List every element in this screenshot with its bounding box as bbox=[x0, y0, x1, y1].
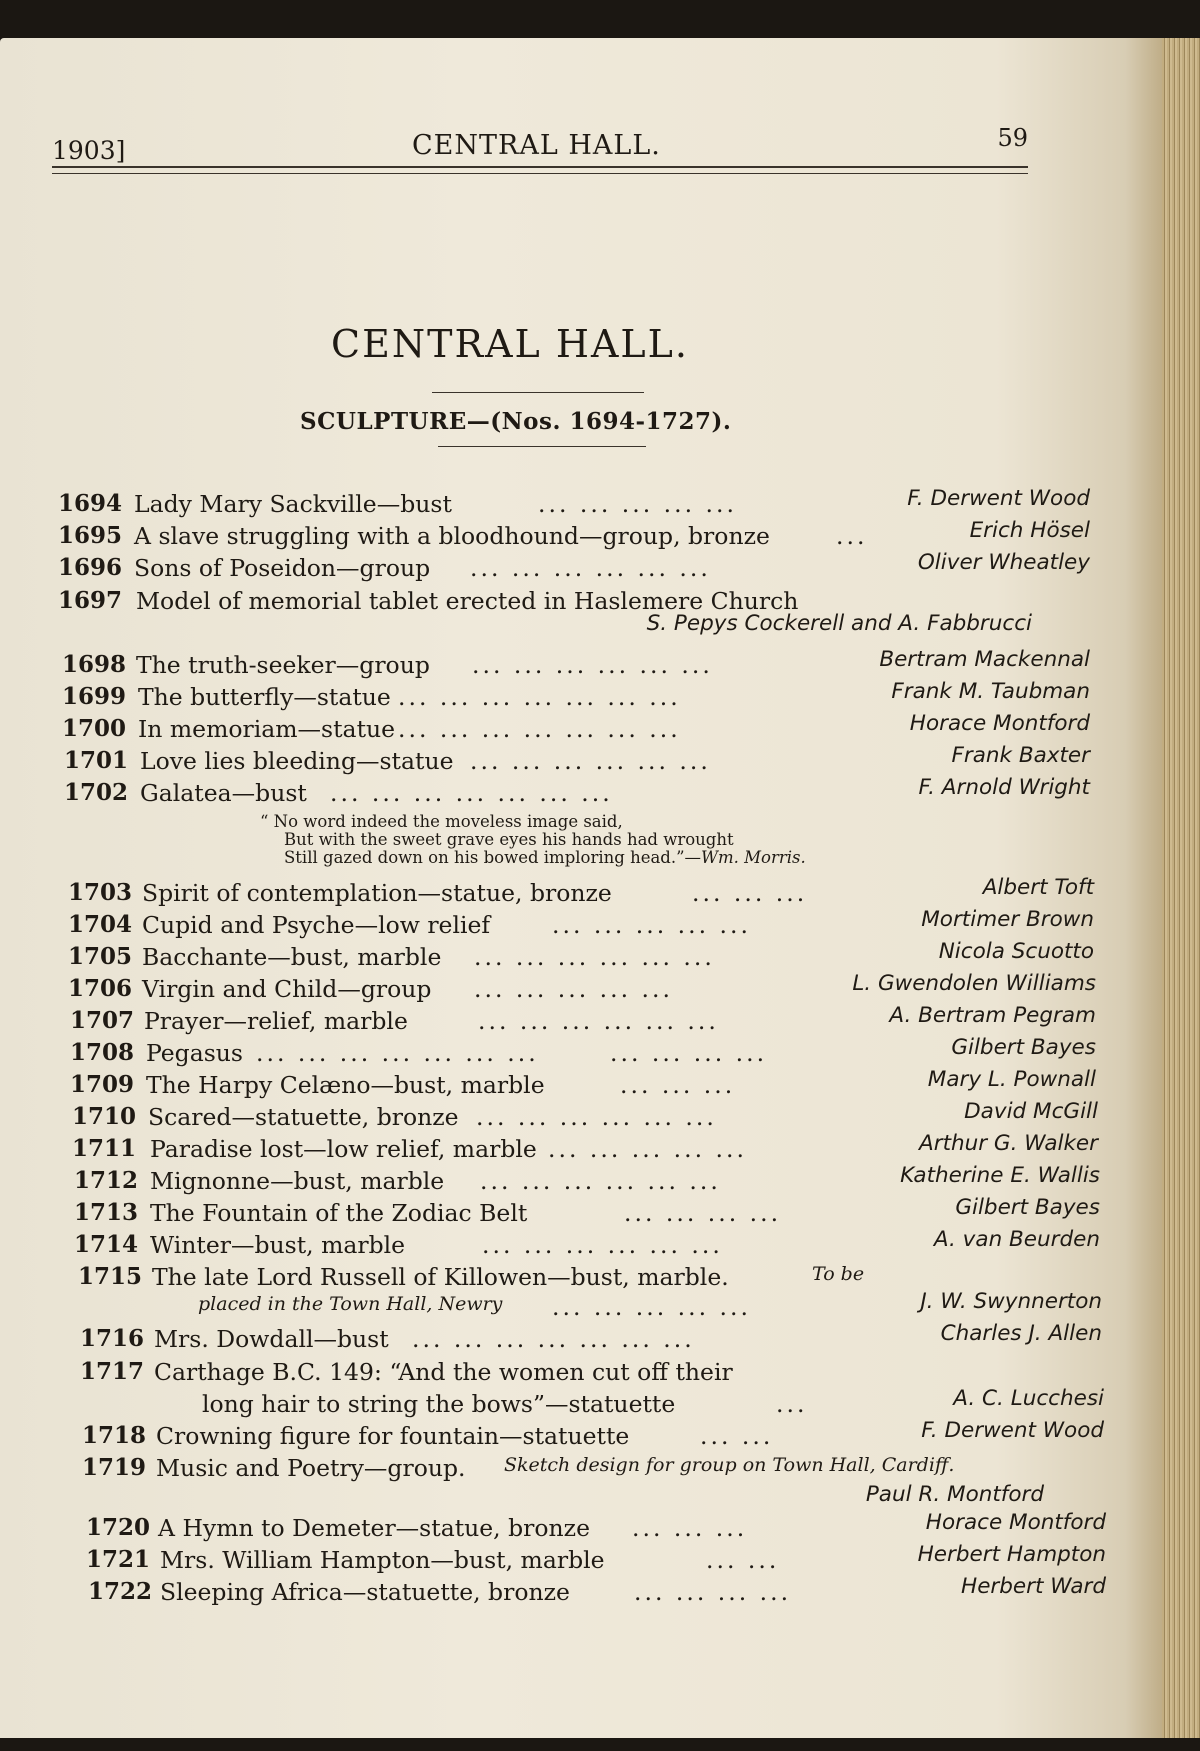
section-title: SCULPTURE—(Nos. 1694-1727). bbox=[300, 408, 732, 435]
entry-1717: 1717 Carthage B.C. 149: “And the women cut off their bbox=[80, 1358, 733, 1386]
entry-1710: 1710 Scared—statuette, bronze ... ... ... ... ... ... David McGill bbox=[72, 1099, 1098, 1131]
page-number: 59 bbox=[997, 124, 1028, 152]
entry-1718: 1718 Crowning figure for fountain—statuette ... ... F. Derwent Wood bbox=[82, 1418, 1104, 1450]
entry-1711: 1711 Paradise lost—low relief, marble ... ... ... ... ... Arthur G. Walker bbox=[72, 1131, 1098, 1163]
entry-1715-note: To be bbox=[812, 1263, 865, 1285]
entry-1709: 1709 The Harpy Celæno—bust, marble ... ... ... Mary L. Pownall bbox=[70, 1067, 1096, 1099]
entry-1705: 1705 Bacchante—bust, marble ... ... ... ... ... ... Nicola Scuotto bbox=[68, 939, 1094, 971]
entry-1702: 1702 Galatea—bust ... ... ... ... ... ... ... F. Arnold Wright bbox=[64, 775, 1090, 807]
title-rule bbox=[432, 392, 644, 393]
running-head-title: CENTRAL HALL. bbox=[412, 130, 661, 161]
quote-line-2: But with the sweet grave eyes his hands had wrought bbox=[284, 830, 734, 849]
entry-1699: 1699 The butterfly—statue ... ... ... ... ... ... ... Frank M. Taubman bbox=[62, 679, 1090, 711]
entry-1694: 1694 Lady Mary Sackville—bust ... ... ... ... ... F. Derwent Wood bbox=[58, 486, 1090, 518]
page-title: CENTRAL HALL. bbox=[331, 322, 689, 366]
entry-1714: 1714 Winter—bust, marble ... ... ... ... ... ... A. van Beurden bbox=[74, 1227, 1100, 1259]
entry-1712: 1712 Mignonne—bust, marble ... ... ... ... ... ... Katherine E. Wallis bbox=[74, 1163, 1100, 1195]
entry-1708: 1708 Pegasus ... ... ... ... ... ... ... ... ... ... ... Gilbert Bayes bbox=[70, 1035, 1096, 1067]
running-head-year: 1903] bbox=[52, 136, 126, 165]
entry-1707: 1707 Prayer—relief, marble ... ... ... ... ... ... A. Bertram Pegram bbox=[70, 1003, 1096, 1035]
entry-1715-cont: placed in the Town Hall, Newry ... ... ... ... ... J. W. Swynnerton bbox=[198, 1289, 1102, 1321]
entry-1719-note: Sketch design for group on Town Hall, Cardiff. bbox=[504, 1454, 955, 1476]
entry-1717-cont: long hair to string the bows”—statuette ... A. C. Lucchesi bbox=[202, 1386, 1104, 1418]
page-edges bbox=[1162, 38, 1200, 1738]
entry-1697: 1697 Model of memorial tablet erected in Haslemere Church bbox=[58, 587, 799, 615]
entry-1715: 1715 The late Lord Russell of Killowen—bust, marble. To be bbox=[78, 1263, 865, 1291]
entry-1701: 1701 Love lies bleeding—statue ... ... ... ... ... ... Frank Baxter bbox=[64, 743, 1090, 775]
entry-1704: 1704 Cupid and Psyche—low relief ... ... ... ... ... Mortimer Brown bbox=[68, 907, 1094, 939]
entry-1696: 1696 Sons of Poseidon—group ... ... ... ... ... ... Oliver Wheatley bbox=[58, 550, 1090, 582]
entry-1720: 1720 A Hymn to Demeter—statue, bronze ... ... ... Horace Montford bbox=[86, 1510, 1106, 1542]
entry-1706: 1706 Virgin and Child—group ... ... ... ... ... L. Gwendolen Williams bbox=[68, 971, 1096, 1003]
running-head bbox=[52, 122, 1028, 172]
quote-line-1: “ No word indeed the moveless image said, bbox=[260, 812, 623, 831]
entry-1698: 1698 The truth-seeker—group ... ... ... ... ... ... Bertram Mackennal bbox=[62, 647, 1090, 679]
quote-author: Wm. Morris. bbox=[701, 848, 806, 867]
entry-1700: 1700 In memoriam—statue ... ... ... ... ... ... ... Horace Montford bbox=[62, 711, 1090, 743]
entry-1713: 1713 The Fountain of the Zodiac Belt ... ... ... ... Gilbert Bayes bbox=[74, 1195, 1100, 1227]
entry-1703: 1703 Spirit of contemplation—statue, bronze ... ... ... Albert Toft bbox=[68, 875, 1094, 907]
entry-1716: 1716 Mrs. Dowdall—bust ... ... ... ... ... ... ... Charles J. Allen bbox=[80, 1321, 1102, 1353]
entry-1722: 1722 Sleeping Africa—statuette, bronze ... ... ... ... Herbert Ward bbox=[88, 1574, 1106, 1606]
entry-1719: 1719 Music and Poetry—group. Sketch design for group on Town Hall, Cardiff. bbox=[82, 1454, 955, 1482]
header-rule bbox=[52, 166, 1028, 174]
entry-1697-artist: S. Pepys Cockerell and A. Fabbrucci bbox=[646, 611, 1032, 636]
entry-1719-artist: Paul R. Montford bbox=[865, 1482, 1044, 1507]
entry-1695: 1695 A slave struggling with a bloodhound—group, bronze ... Erich Hösel bbox=[58, 518, 1090, 550]
entry-1721: 1721 Mrs. William Hampton—bust, marble ... ... Herbert Hampton bbox=[86, 1542, 1106, 1574]
quote-line-3: Still gazed down on his bowed imploring head.”—Wm. Morris. bbox=[284, 848, 806, 867]
section-rule bbox=[438, 446, 646, 447]
